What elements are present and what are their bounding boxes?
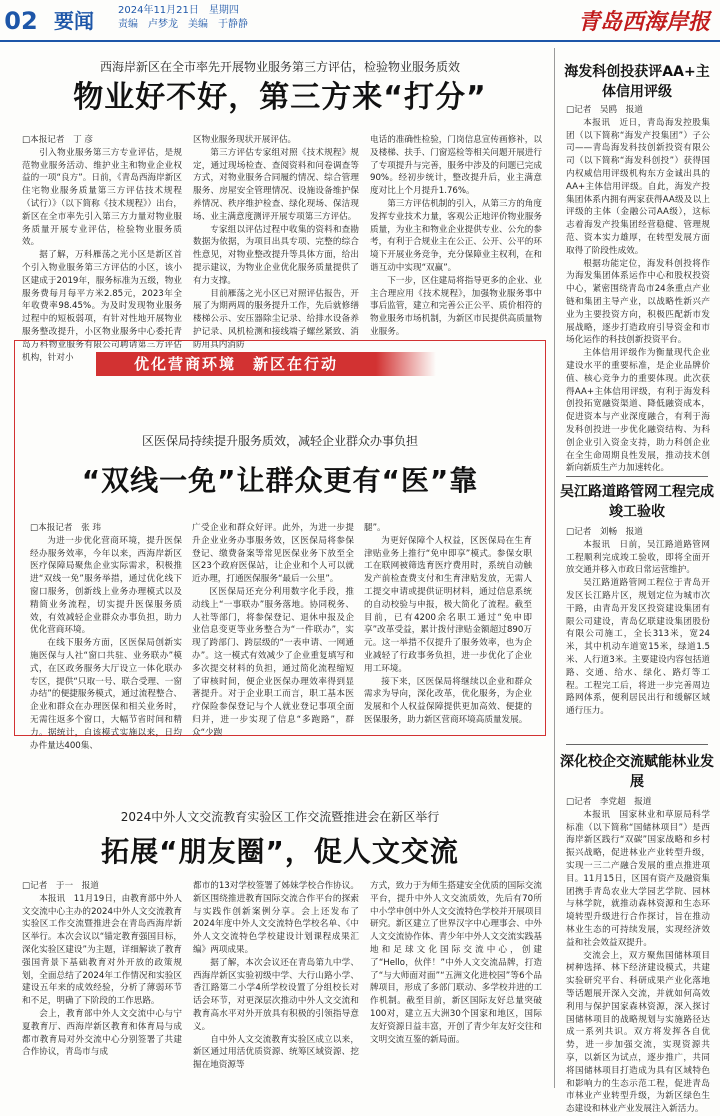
right-story3-paragraph: 本报讯 国家林业和草原局科学标准（以下简称“国储林项目”）是西海岸新区践行“双碳”国家战略和乡村振兴战略，促进林业产业转型升级，实现一三二产融合发展的重点推进项目。11月15日，区国有资产及融资集团携手青岛农业大学园艺学院、园林与林学院，就推动森林资源和生态环境转型升级进行合作探讨，旨在推动林业生态的可持续发展，实现经济效益和社会效益双提升。 [566, 809, 710, 948]
right-story2-body [566, 526, 710, 742]
story2-paragraph: 在线下服务方面，区医保局创新实施医保与人社“窗口共驻、业务联办”模式，在区政务服务大厅设立一体化联办专区，提供“只取一号、联合受理、一窗办结”的便捷服务模式，通过流程整合、企业和群众在办理医保和相关业务时，无需往返多个窗口，大幅节省时间和精力。据统计，自该模式实施以来，日均办件量达400集、 [30, 638, 182, 751]
banner-decoration [376, 352, 436, 376]
story1-paragraph: 目前雁荡之光小区已对照评估报告，开展了为期两周的服务提升工作，先后就修缮楼梯公示、安压器除尘记录、给排水设备养护记录、风机检测和接线端子螺丝紧致、消防用具内消防 [193, 288, 359, 350]
story3-paragraph: 会上，教育部中外人文交流中心与宁夏教育厅、西海岸新区教育和体育局与成都市教育局对外交流中心分别签署了共建合作协议，青岛市与成 [22, 1008, 182, 1058]
right-column-rule [566, 476, 708, 477]
story1-paragraph: 据了解，万科雁荡之光小区是新区首个引入物业服务第三方评估的小区，该小区建成于2019年，服务标准为五级，物业服务费每月每平方米2.85元，2023年全年收费率98.45%。为及时发现物业服务过程中的短板弱项，有针对性地开展物业服务整改提升，小区物业服务中心委托青岛万科物业服务有限公司聘请第三方评估机构，针对小 [22, 250, 182, 363]
story1-paragraph: 专家组以评估过程中收集的资料和查勘数据为依据，为项目出具专项、完整的综合性意见，对物业整改提升等具体方面，给出提示建议，为物业企业优化服务质量提供了有力支撑。 [193, 224, 359, 286]
story3-kicker: 2024中外人文交流教育实验区工作交流暨推进会在新区举行 [120, 810, 440, 824]
header-meta [118, 4, 318, 32]
story2-byline: □本报记者 张 玮 [30, 523, 102, 533]
story1-kicker: 西海岸新区在全市率先开展物业服务第三方评估，检验物业服务质效 [99, 60, 460, 74]
right-story1-paragraph: 根据功能定位，海发科创投将作为海发集团体系运作中心和股权投资中心，紧密围绕青岛市24条重点产业链和集团主导产业，以战略性新兴产业为主要投资方向，积极匹配新市发展战略，逐步打造政府引导资金和市场化运作的科技创新投资平台。 [566, 258, 710, 346]
story2-paragraph: 为进一步优化营商环境，提升医保经办服务效率，今年以来，西海岸新区医疗保障局聚焦企业实际需求，积极推进“双线一免”服务举措，通过优化线下窗口服务，创新线上业务办理模式以及精简业务流程，切实提升医保服务质效，有效减轻企业群众办事负担，助力优化营商环境。 [30, 535, 182, 636]
story1-paragraph: 引入物业服务第三方专业评估，是规范物业服务活动、维护业主和物业企业权益的一项“良方”。日前，《青岛西海岸新区住宅物业服务质量第三方评估技术规程（试行）》（以下简称《技术规程》）出台，新区在全市率先引入第三方力量对物业服务质量开展专业评估，检验物业服务质效。 [22, 147, 182, 248]
story1-byline: □本报记者 丁 彦 [22, 135, 94, 145]
story3-column-2 [193, 880, 359, 1088]
story2-headline[interactable]: “双线一免”让群众更有“医”靠 [81, 464, 479, 497]
story2-column-3 [364, 522, 532, 724]
story1-column-2 [193, 134, 359, 350]
story2-paragraph: 广受企业和群众好评。此外，为进一步提升企业业务办事服务效，区医保局将参保登记、缴费备案等常见医保业务下放至全区23个政府医保站，让企业和个人可以就近办理，打通医保服务“最后一公里”。 [192, 523, 354, 585]
story2-kicker: 区医保局持续提升服务质效，减轻企业群众办事负担 [141, 434, 418, 448]
story3-paragraph: 都市的13对学校签署了姊妹学校合作协议。新区围绕推进教育国际交流合作平台的探索与实践作创新案例分享。会上还发布了2024年度中外人文交流特色学校名单、《中外人文交流特色学校建设计划课程成果汇编》两项成果。 [193, 881, 359, 955]
newspaper-logo: 青岛西海岸报 [577, 9, 710, 35]
story1-paragraph: 电话的准确性检验，门岗信息宣传画修补，以及楼梯、扶手、门窗巡检等相关问题开展进行了专项提升与完善，服务中涉及的问题已完成90%。经初步统计，整改提升后，业主满意度对比上个月提升1.76%。 [370, 135, 542, 197]
story3-byline: □记者 于一 报道 [22, 881, 99, 891]
right-story1-byline: □记者 吴鸥 报道 [566, 105, 643, 115]
feature-banner: 优化营商环境 新区在行动 [96, 352, 376, 376]
story1-paragraph: 下一步，区住建局将指导更多的企业、业主合理应用《技术规程》，加强物业服务事中事后监管，建立和完善公正公平、质价相符的物业服务市场机制，为新区市民提供高质量物业服务。 [370, 275, 542, 337]
story3-column-1 [22, 880, 182, 1088]
right-story1-paragraph: 主体信用评级作为衡量现代企业建设水平的重要标准，是企业品牌价值、核心竞争力的重要体现。此次获得AA+主体信用评级，有利于海发科创投拓宽融资渠道、降低融资成本，促进资本与产业深度融合，有利于海发科创投进一步优化融资结构、为科创企业引入资金支持，助力科创企业在全生命周期良性发展，推动技术创新向新质生产力加速转化。 [566, 348, 710, 474]
right-story1-paragraph: 本报讯 近日，青岛海发控股集团（以下简称“海发产投集团”）子公司——青岛海发科技创新投资有限公司（以下简称“海发科创投”）获得国内权威信用评级机构东方金诚出具的AA+主体信用评级。自此，海发产投集团体系内拥有两家获得AA级及以上评级的主体（金融公司AA级），这标志着海发产投集团经营稳健、管理规范、资本实力雄厚，在转型发展方面取得了阶段性成效。 [566, 117, 710, 256]
right-story3-byline: □记者 李党超 报道 [566, 797, 652, 807]
issue-date: 2024年11月21日 星期四 [118, 5, 239, 16]
story2-column-2 [192, 522, 354, 738]
editor-line: 责编 卢梦龙 美编 于静静 [118, 19, 248, 30]
story3-headline[interactable]: 拓展“朋友圈”，促人文交流 [101, 835, 459, 868]
header-rule [0, 40, 720, 42]
story1-headline[interactable]: 物业好不好，第三方来“打分” [73, 80, 487, 115]
story2-paragraph: 接下来，区医保局将继续以企业和群众需求为导向，深化改革，优化服务，为企业发展和个人权益保障提供更加高效、便捷的医保服务，助力新区营商环境高质量发展。 [364, 676, 532, 725]
story2-paragraph: 为更好保障个人权益，区医保局在生育津贴业务上推行“免申即享”模式。参保女职工在联网被筛选育医疗费用时，系统自动触发产前检查费支付和生育津贴发放，无需人工提交申请或提供证明材料，通过信息系统的自动校验与申报，极大简化了流程。截至目前，已有4200余名职工通过“免申即享”改革受益，累计拨付津贴金额超过890万元。这一举措不仅提升了服务效率，也为企业减轻了行政事务负担，进一步优化了企业用工环境。 [364, 535, 532, 674]
right-story3-body [566, 796, 710, 1115]
story2-paragraph: 腿”。 [364, 523, 386, 533]
story1-paragraph: 区物业服务现状开展评估。 [193, 135, 297, 145]
right-story2-byline: □记者 刘畅 报道 [566, 527, 643, 537]
story1-column-3 [370, 134, 542, 337]
right-story2-paragraph: 吴江路道路管网工程位于青岛开发区长江路片区，规划定位为城市次干路，由青岛开发区投资建设集团有限公司建设，青岛亿联建设集团股份有限公司施工，全长313米，宽24米，其中机动车道宽15米，绿道1.5米、人行道3米。主要建设内容包括道路、交通、给水、绿化、路灯等工程。工程完工后，将进一步完善周边路网体系，便利居民出行和缓解区域通行压力。 [566, 578, 710, 717]
right-story1-body [566, 104, 710, 474]
page-header [0, 0, 720, 42]
column-divider [554, 48, 555, 1088]
page-number: 02 [4, 7, 38, 35]
right-story2-paragraph: 本报讯 日前，吴江路道路管网工程顺利完成竣工验收，即将全面开放交通并移入市政日常运营维护。 [566, 539, 710, 576]
right-column-rule [566, 744, 708, 745]
story3-paragraph: 自中外人文交流教育实验区成立以来，新区通过用活优质资源、统筹区域资源、挖掘在地资源等 [193, 1034, 359, 1071]
story2-column-1 [30, 522, 182, 751]
right-story2-headline[interactable]: 吴江路道路管网工程完成竣工验收 [560, 484, 714, 520]
story2-paragraph: 区医保局还充分利用数字化手段，推动线上“一事联办”服务落地。协同税务、人社等部门，将参保登记、退休申报及企业信息变更等业务整合为“一件联办”，实现了跨部门、跨层级的“一表申请、一网通办”。这一模式有效减少了企业重复填写和多次提交材料的负担，通过简化流程缩短了审核时间，便企业医保办理效率得到显著提升。对于企业职工而言，职工基本医疗保险参保登记与个人就业登记事项全面归并，进一步实现了信息“多跑路”，群众“少跑 [192, 586, 354, 738]
story1-paragraph: 第三方评估机制的引入，从第三方的角度发挥专业技术力量，客观公正地评价物业服务质量，为业主和物业企业提供专业、公允的参考，有利于合规业主在公正、公开、公平的环境下开展业务竞争，充分保障业主权利，在和谐互动中实现“双赢”。 [370, 198, 542, 273]
story1-column-1 [22, 134, 182, 363]
right-story1-headline[interactable]: 海发科创投获评AA+主体信用评级 [564, 64, 710, 100]
story3-paragraph: 据了解，本次会议还在青岛第九中学、西海岸新区实验初级中学、大行山路小学、香江路第二小学4所学校设置了分组校长对话会环节，对更深层次推动中外人文交流和教育高水平对外开放具有积极的引领指导意义。 [193, 957, 359, 1032]
story1-paragraph: 第三方评估专家组对照《技术规程》规定，通过现场检查、查阅资料和问卷调查等方式，对物业服务合同履约情况、综合管理服务、房屋安全管理情况、设施设备维护保养情况、秩序维护检查、绿化现场、保洁现场、业主满意度测评开展专项第三方评估。 [193, 147, 359, 222]
right-story3-paragraph: 交流会上，双方聚焦国储林项目树种选择、林下经济建设模式，共建实验研究平台、科研成果产业化落地等话题展开深入交流，并就如何高效利用与保护国家森林资源，深入探讨国储林项目的战略规划与实施路径达成一系列共识。双方将发挥各自优势，进一步加强交流，实现资源共享，以新区为试点，逐步推广，共同将国储林项目打造成为具有区域特色和影响力的生态示范工程，促进青岛市林业产业转型升级，为新区绿色生态建设和林业产业发展注入新活力。 [566, 950, 710, 1115]
right-story3-headline[interactable]: 深化校企交流赋能林业发展 [560, 754, 714, 790]
section-title: 要闻 [54, 9, 94, 33]
story3-column-3 [370, 880, 542, 1088]
story3-paragraph: 方式，致力于为师生搭建安全优质的国际交流平台，提升中外人文交流质效，先后有70所中小学申创中外人文交流特色学校并开展项目研究。新区建立了世界汉字中心理事会、中外人文交流协作体、青少年中外人文交流实践基地和足球文化国际交流中心，创建了“Hello，伙伴！”中外人文交流品牌，打造了“与大师面对面”“五洲文化进校园”等6个品牌项目，形成了多部门联动、多学校并进的工作机制。截至目前，新区国际友好总量突破100对，建立五大洲30个国家和地区，国际友好资源日益丰富，开创了青少年友好交往和文明交流互鉴的新局面。 [370, 881, 542, 1045]
story3-paragraph: 本报讯 11月19日，由教育部中外人文交流中心主办的2024中外人文交流教育实验区工作交流暨推进会在青岛西海岸新区举行。本次会议以“锚定教育强国目标，深化实验区建设”为主题，详细解读了教育强国背景下基础教育对外开放的政策规划，全面总结了2024年工作情况和实验区建设五年来的成效经验，分析了薄弱环节和不足，明确了下阶段的工作思路。 [22, 893, 182, 1007]
